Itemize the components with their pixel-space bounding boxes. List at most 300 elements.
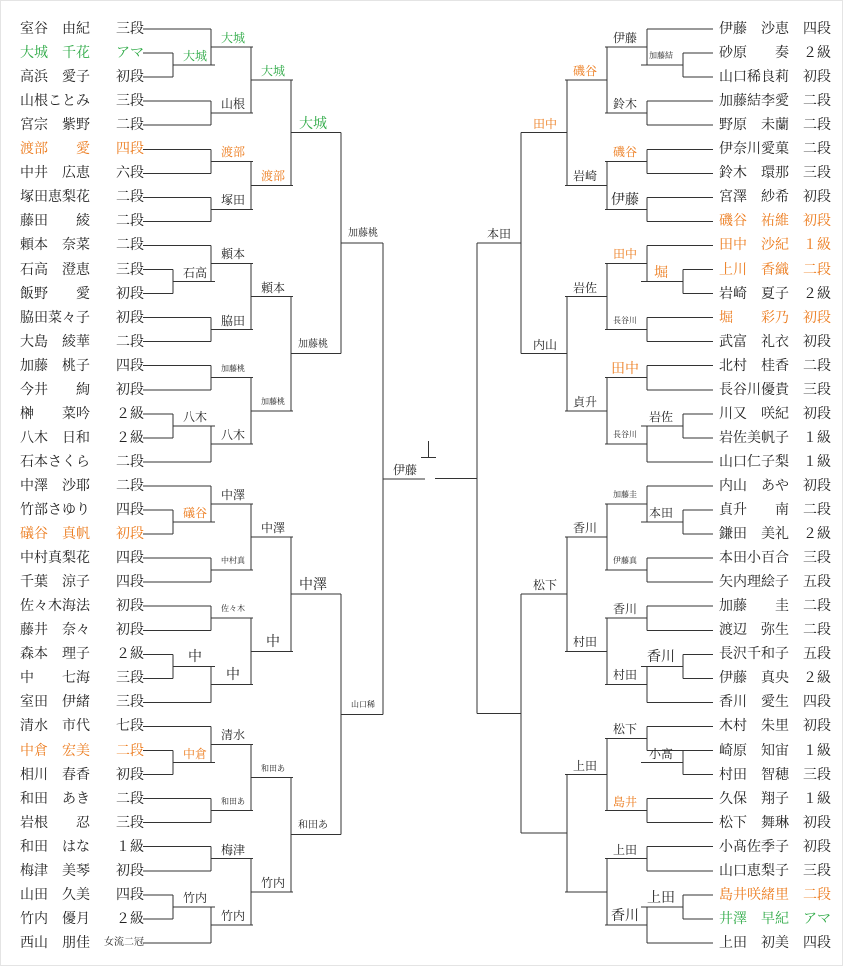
- match-winner-label: 岩佐: [648, 409, 674, 424]
- match-winner-label: 磯谷: [572, 64, 598, 79]
- player-name: 宮澤 紗希: [719, 189, 789, 206]
- player-rank: 初段: [803, 814, 831, 831]
- player-rank: 初段: [803, 477, 831, 494]
- match-winner-label: 竹内: [220, 908, 246, 923]
- player-name: 和田 はな: [20, 838, 90, 855]
- player-name: 清水 市代: [20, 718, 90, 735]
- match-winner-label: 松下: [612, 722, 638, 737]
- player-l-22: [20, 547, 144, 569]
- player-rank: 二段: [803, 117, 831, 134]
- player-rank: 四段: [116, 502, 144, 518]
- match-winner-label: 香川: [612, 602, 638, 617]
- player-r-22: [719, 547, 831, 569]
- player-r-35: [719, 860, 831, 882]
- player-r-10: [719, 259, 831, 281]
- player-name: 長沢千和子: [719, 646, 789, 663]
- player-l-28: [20, 691, 144, 713]
- player-rank: 三段: [116, 694, 144, 711]
- player-name: 川又 咲紀: [719, 405, 789, 422]
- player-name: 西山 朋佳: [20, 934, 90, 951]
- player-rank: 初段: [116, 69, 144, 86]
- player-name: 中井 広恵: [20, 165, 90, 182]
- player-rank: 二段: [116, 189, 144, 206]
- player-l-24: [20, 595, 144, 617]
- player-rank: 二段: [116, 213, 144, 230]
- player-rank: １級: [803, 453, 831, 470]
- player-rank: 二段: [116, 790, 144, 807]
- player-name: 竹部さゆり: [20, 502, 90, 518]
- player-rank: 初段: [803, 718, 831, 735]
- player-name: 和田 あき: [20, 790, 90, 807]
- player-name: 千葉 涼子: [20, 574, 90, 591]
- match-winner-label: 大城: [220, 31, 246, 46]
- player-rank: 初段: [116, 862, 144, 879]
- match-winner-label: 貞升: [572, 394, 598, 409]
- match-winner-label: 石高: [182, 265, 208, 280]
- player-l-19: [20, 475, 144, 497]
- match-winner-label: 伊藤: [392, 462, 418, 477]
- center-mark: [428, 441, 429, 458]
- player-name: 松下 舞琳: [719, 814, 789, 831]
- match-winner-label: 上田: [647, 889, 675, 906]
- player-name: 礒谷 真帆: [20, 526, 90, 543]
- player-l-33: [20, 812, 144, 834]
- player-r-16: [719, 403, 831, 425]
- match-winner-label: 村田: [612, 668, 638, 683]
- player-name: 相川 春香: [20, 766, 90, 783]
- match-winner-label: 本田: [648, 506, 674, 521]
- player-rank: 初段: [116, 622, 144, 639]
- player-name: 榊 菜吟: [20, 405, 90, 422]
- player-l-6: [20, 162, 144, 184]
- match-winner-label: 田中: [611, 360, 639, 377]
- player-rank: 二段: [803, 502, 831, 518]
- player-name: 堀 彩乃: [719, 309, 789, 326]
- player-name: 香川 愛生: [719, 694, 789, 711]
- player-rank: アマ: [803, 910, 831, 927]
- player-name: 伊奈川愛菓: [719, 141, 789, 158]
- player-name: 加藤 圭: [719, 598, 789, 615]
- player-rank: ２級: [116, 429, 144, 446]
- player-name: 北村 桂香: [719, 357, 789, 374]
- player-name: 脇田菜々子: [20, 309, 90, 326]
- player-name: 加藤結李愛: [719, 93, 789, 110]
- player-rank: 二段: [803, 598, 831, 615]
- match-winner-label: 伊藤真: [613, 556, 637, 566]
- player-r-38: [719, 932, 831, 954]
- player-rank: 初段: [116, 285, 144, 302]
- player-rank: 二段: [803, 357, 831, 374]
- match-winner-label: 伊藤: [611, 192, 639, 209]
- match-winner-label: 和田あ: [298, 819, 328, 831]
- match-winner-label: 香川: [572, 521, 598, 536]
- player-name: 岩根 忍: [20, 814, 90, 831]
- player-rank: 初段: [116, 526, 144, 543]
- player-name: 中澤 沙耶: [20, 477, 90, 494]
- player-l-30: [20, 740, 144, 762]
- player-r-32: [719, 788, 831, 810]
- player-name: 石高 澄恵: [20, 261, 90, 278]
- player-name: 藤井 奈々: [20, 622, 90, 639]
- player-rank: 初段: [116, 309, 144, 326]
- match-winner-label: 佐々木: [221, 604, 245, 614]
- player-r-1: [719, 42, 831, 64]
- player-r-21: [719, 523, 831, 545]
- match-winner-label: 山口稀: [351, 700, 375, 710]
- player-l-31: [20, 764, 144, 786]
- player-r-20: [719, 499, 831, 521]
- match-winner-label: 竹内: [260, 875, 286, 890]
- player-name: 久保 翔子: [719, 790, 789, 807]
- player-l-5: [20, 138, 144, 160]
- player-rank: 二段: [116, 742, 144, 759]
- player-r-25: [719, 619, 831, 641]
- player-name: 山田 久美: [20, 886, 90, 903]
- player-l-25: [20, 619, 144, 641]
- player-l-14: [20, 355, 144, 377]
- player-rank: １級: [803, 429, 831, 446]
- match-winner-label: 中倉: [182, 746, 208, 761]
- player-name: 宮宗 紫野: [20, 117, 90, 134]
- player-rank: 四段: [803, 21, 831, 37]
- player-name: 武富 礼衣: [719, 333, 789, 350]
- player-rank: 初段: [803, 189, 831, 206]
- player-r-12: [719, 307, 831, 329]
- match-winner-label: 加藤結: [649, 51, 673, 61]
- player-name: 中倉 宏美: [20, 742, 90, 759]
- player-l-0: [20, 18, 144, 40]
- player-rank: 初段: [803, 309, 831, 326]
- player-rank: １級: [803, 790, 831, 807]
- player-r-13: [719, 331, 831, 353]
- player-name: 伊藤 沙恵: [719, 21, 789, 37]
- match-winner-label: 本田: [486, 227, 512, 242]
- player-rank: ２級: [803, 670, 831, 687]
- player-r-23: [719, 571, 831, 593]
- player-rank: ２級: [803, 526, 831, 543]
- match-winner-label: 八木: [182, 409, 208, 424]
- player-rank: 四段: [116, 886, 144, 903]
- player-name: 内山 あや: [719, 477, 789, 494]
- match-winner-label: 田中: [612, 247, 638, 262]
- player-rank: 四段: [803, 934, 831, 951]
- player-name: 木村 朱里: [719, 718, 789, 735]
- player-r-0: [719, 18, 831, 40]
- player-rank: 初段: [803, 213, 831, 230]
- player-rank: 二段: [116, 237, 144, 254]
- match-winner-label: 竹内: [182, 890, 208, 905]
- player-rank: 三段: [116, 261, 144, 278]
- match-winner-label: 中澤: [260, 521, 286, 536]
- match-winner-label: 中澤: [299, 577, 327, 594]
- player-name: 森本 理子: [20, 646, 90, 663]
- player-l-18: [20, 451, 144, 473]
- player-l-26: [20, 643, 144, 665]
- player-name: 鎌田 美礼: [719, 526, 789, 543]
- player-l-10: [20, 259, 144, 281]
- player-name: 上川 香織: [719, 261, 789, 278]
- player-name: 藤田 綾: [20, 213, 90, 230]
- player-r-18: [719, 451, 831, 473]
- player-rank: 二段: [116, 477, 144, 494]
- player-name: 佐々木海法: [20, 598, 90, 615]
- player-name: 山口稀良莉: [719, 69, 789, 86]
- player-l-23: [20, 571, 144, 593]
- player-l-20: [20, 499, 144, 521]
- player-rank: 初段: [803, 405, 831, 422]
- player-name: 大島 綾華: [20, 333, 90, 350]
- player-r-26: [719, 643, 831, 665]
- player-l-36: [20, 884, 144, 906]
- player-name: 渡部 愛: [20, 141, 90, 158]
- player-rank: 初段: [803, 69, 831, 86]
- player-rank: ２級: [116, 646, 144, 663]
- player-name: 鈴木 環那: [719, 165, 789, 182]
- match-winner-label: 渡部: [220, 145, 246, 160]
- player-name: 山口仁子梨: [719, 453, 789, 470]
- player-rank: 三段: [116, 21, 144, 37]
- player-l-16: [20, 403, 144, 425]
- player-r-31: [719, 764, 831, 786]
- player-l-9: [20, 234, 144, 256]
- player-name: 石本さくら: [20, 453, 90, 470]
- player-r-37: [719, 908, 831, 930]
- player-rank: 五段: [803, 646, 831, 663]
- player-name: 島井咲緒里: [719, 886, 789, 903]
- player-r-27: [719, 667, 831, 689]
- player-rank: 四段: [116, 574, 144, 591]
- player-l-4: [20, 114, 144, 136]
- player-l-27: [20, 667, 144, 689]
- player-name: 加藤 桃子: [20, 357, 90, 374]
- player-rank: 六段: [116, 165, 144, 182]
- match-winner-label: 中: [226, 667, 240, 684]
- match-winner-label: 松下: [532, 578, 558, 593]
- player-l-17: [20, 427, 144, 449]
- player-rank: 初段: [803, 838, 831, 855]
- player-name: 伊藤 真央: [719, 670, 789, 687]
- player-name: 大城 千花: [20, 45, 90, 62]
- player-r-17: [719, 427, 831, 449]
- match-winner-label: 田中: [532, 116, 558, 131]
- match-winner-label: 中: [266, 634, 280, 651]
- player-name: 岩佐美帆子: [719, 429, 789, 446]
- match-winner-label: 脇田: [220, 313, 246, 328]
- player-name: 砂原 奏: [719, 45, 789, 62]
- player-name: 塚田恵梨花: [20, 189, 90, 206]
- player-rank: 七段: [116, 718, 144, 735]
- player-l-3: [20, 90, 144, 112]
- player-name: 渡辺 弥生: [719, 622, 789, 639]
- player-rank: 三段: [116, 93, 144, 110]
- player-l-7: [20, 186, 144, 208]
- player-rank: 三段: [803, 766, 831, 783]
- player-rank: 四段: [116, 550, 144, 567]
- player-r-6: [719, 162, 831, 184]
- match-winner-label: 大城: [299, 115, 327, 132]
- player-name: 山根ことみ: [20, 93, 90, 110]
- player-name: 梅津 美琴: [20, 862, 90, 879]
- player-rank: 三段: [803, 550, 831, 567]
- match-winner-label: 頼本: [260, 280, 286, 295]
- match-winner-label: 頼本: [220, 247, 246, 262]
- player-l-38: [20, 932, 144, 954]
- player-rank: 二段: [116, 453, 144, 470]
- match-winner-label: 山根: [220, 97, 246, 112]
- player-name: 室谷 由紀: [20, 21, 90, 37]
- match-winner-label: 香川: [611, 907, 639, 924]
- player-r-15: [719, 379, 831, 401]
- match-winner-label: 大城: [182, 49, 208, 64]
- player-l-15: [20, 379, 144, 401]
- player-name: 村田 智穂: [719, 766, 789, 783]
- player-r-33: [719, 812, 831, 834]
- player-rank: ２級: [116, 405, 144, 422]
- player-rank: アマ: [116, 45, 144, 62]
- player-name: 野原 未蘭: [719, 117, 789, 134]
- player-rank: 四段: [803, 694, 831, 711]
- match-winner-label: 長谷川: [613, 315, 637, 325]
- player-name: 頼本 奈菜: [20, 237, 90, 254]
- player-name: 磯谷 祐維: [719, 213, 789, 230]
- match-winner-label: 和田あ: [221, 796, 245, 806]
- player-name: 八木 日和: [20, 429, 90, 446]
- player-rank: 三段: [803, 381, 831, 398]
- player-l-34: [20, 836, 144, 858]
- player-name: 今井 絢: [20, 381, 90, 398]
- player-name: 中 七海: [20, 670, 90, 687]
- match-winner-label: 中澤: [220, 487, 246, 502]
- player-rank: 初段: [803, 333, 831, 350]
- player-r-34: [719, 836, 831, 858]
- player-name: 小髙佐季子: [719, 838, 789, 855]
- player-rank: １級: [803, 237, 831, 254]
- player-name: 岩崎 夏子: [719, 285, 789, 302]
- match-winner-label: 大城: [260, 64, 286, 79]
- player-r-28: [719, 691, 831, 713]
- match-winner-label: 加藤圭: [613, 489, 637, 499]
- player-rank: 二段: [116, 117, 144, 134]
- player-l-12: [20, 307, 144, 329]
- player-rank: ２級: [803, 45, 831, 62]
- player-rank: 初段: [116, 381, 144, 398]
- player-l-21: [20, 523, 144, 545]
- match-winner-label: 加藤桃: [261, 396, 285, 406]
- player-rank: ２級: [803, 285, 831, 302]
- player-name: 中村真梨花: [20, 550, 90, 567]
- player-name: 上田 初美: [719, 934, 789, 951]
- match-winner-label: 八木: [220, 427, 246, 442]
- player-rank: 二段: [803, 622, 831, 639]
- player-rank: 初段: [116, 598, 144, 615]
- player-name: 矢内理絵子: [719, 574, 789, 591]
- match-winner-label: 上田: [612, 842, 638, 857]
- match-winner-label: 加藤桃: [348, 228, 378, 240]
- player-name: 山口恵梨子: [719, 862, 789, 879]
- player-l-13: [20, 331, 144, 353]
- player-name: 井澤 早紀: [719, 910, 789, 927]
- player-name: 室田 伊緒: [20, 694, 90, 711]
- match-winner-label: 岩崎: [572, 169, 598, 184]
- player-l-8: [20, 210, 144, 232]
- player-name: 竹内 優月: [20, 910, 90, 927]
- player-l-32: [20, 788, 144, 810]
- player-name: 飯野 愛: [20, 285, 90, 302]
- player-rank: 三段: [803, 862, 831, 879]
- player-l-37: [20, 908, 144, 930]
- player-rank: 三段: [803, 165, 831, 182]
- player-name: 本田小百合: [719, 550, 789, 567]
- match-winner-label: 香川: [647, 649, 675, 666]
- player-r-14: [719, 355, 831, 377]
- match-winner-label: 梅津: [220, 842, 246, 857]
- player-r-11: [719, 283, 831, 305]
- player-rank: 二段: [116, 333, 144, 350]
- player-rank: １級: [116, 838, 144, 855]
- match-winner-label: 鈴木: [612, 97, 638, 112]
- match-winner-label: 加藤桃: [221, 363, 245, 373]
- player-rank: 女流二冠: [104, 936, 144, 948]
- player-l-35: [20, 860, 144, 882]
- match-winner-label: 島井: [612, 794, 638, 809]
- match-winner-label: 長谷川: [613, 429, 637, 439]
- player-l-2: [20, 66, 144, 88]
- player-rank: 四段: [116, 357, 144, 374]
- match-winner-label: 堀: [654, 264, 668, 281]
- player-r-4: [719, 114, 831, 136]
- player-r-2: [719, 66, 831, 88]
- player-r-8: [719, 210, 831, 232]
- match-winner-label: 加藤桃: [298, 338, 328, 350]
- match-winner-label: 中村真: [221, 556, 245, 566]
- match-winner-label: 岩佐: [572, 280, 598, 295]
- match-winner-label: 上田: [572, 758, 598, 773]
- player-name: 高浜 愛子: [20, 69, 90, 86]
- player-r-29: [719, 715, 831, 737]
- player-rank: 二段: [803, 261, 831, 278]
- player-rank: 四段: [116, 141, 144, 158]
- player-rank: 二段: [803, 93, 831, 110]
- player-r-7: [719, 186, 831, 208]
- player-r-3: [719, 90, 831, 112]
- player-rank: 初段: [116, 766, 144, 783]
- player-l-1: [20, 42, 144, 64]
- match-winner-label: 清水: [220, 728, 246, 743]
- player-rank: 五段: [803, 574, 831, 591]
- player-rank: 二段: [803, 886, 831, 903]
- match-winner-label: 村田: [572, 635, 598, 650]
- match-winner-label: 渡部: [260, 169, 286, 184]
- match-winner-label: 和田あ: [261, 763, 285, 773]
- match-winner-label: 磯谷: [612, 145, 638, 160]
- match-winner-label: 中: [188, 649, 202, 666]
- match-winner-label: 小髙: [648, 746, 674, 761]
- match-winner-label: 塚田: [220, 193, 246, 208]
- player-name: 崎原 知宙: [719, 742, 789, 759]
- player-rank: 三段: [116, 670, 144, 687]
- player-r-30: [719, 740, 831, 762]
- player-name: 長谷川優貴: [719, 381, 789, 398]
- player-r-19: [719, 475, 831, 497]
- match-winner-label: 内山: [532, 337, 558, 352]
- match-winner-label: 礒谷: [182, 506, 208, 521]
- match-winner-label: 伊藤: [612, 31, 638, 46]
- player-name: 貞升 南: [719, 502, 789, 518]
- player-r-9: [719, 234, 831, 256]
- player-rank: 三段: [116, 814, 144, 831]
- player-r-24: [719, 595, 831, 617]
- player-r-36: [719, 884, 831, 906]
